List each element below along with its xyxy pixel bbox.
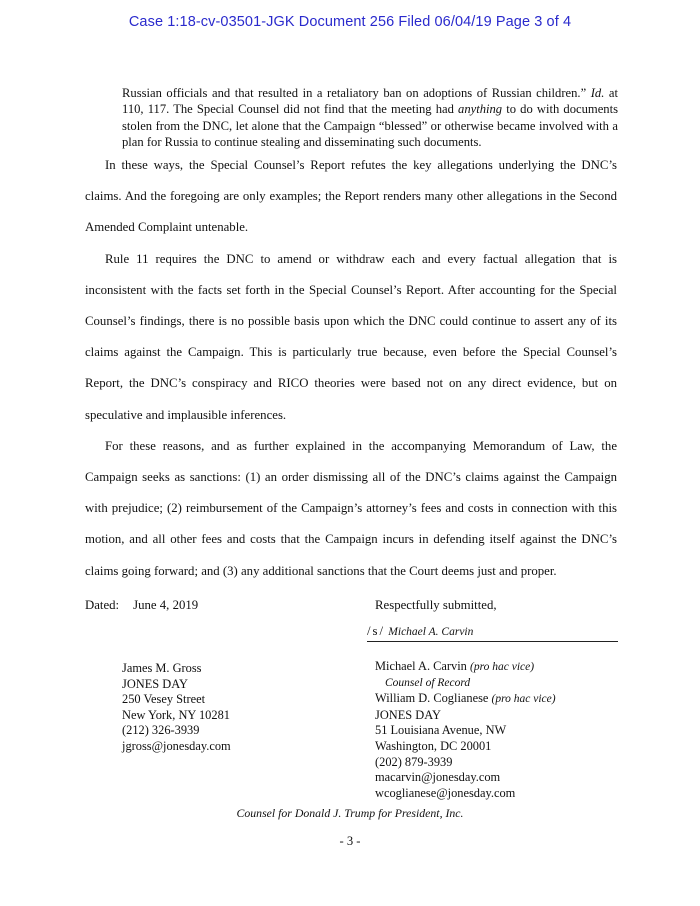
respectfully-submitted: Respectfully submitted, bbox=[375, 598, 497, 612]
contact-name: William D. Coglianese bbox=[375, 691, 489, 706]
left-contact-block bbox=[122, 661, 231, 755]
block-quote-text: Russian officials and that resulted in a retaliatory ban on adoptions of Russian children.” bbox=[122, 86, 591, 100]
block-quote bbox=[122, 85, 618, 151]
contact-city: New York, NY 10281 bbox=[122, 707, 230, 722]
contact-firm: JONES DAY bbox=[375, 707, 441, 722]
contact-email: wcoglianese@jonesday.com bbox=[375, 785, 516, 800]
paragraph: Rule 11 requires the DNC to amend or withdraw each and every factual allegation that is inconsistent with the facts set forth in the Special Counsel’s Report. After accounting for the Special Counsel’s findings, there is no possible basis upon which the DNC could continue to assert any of its claims against the Campaign. This is particularly true because, even before the Special Counsel’s Report, the DNC’s conspiracy and RICO theories were based not on any direct evidence, but on speculative and implausible inferences. bbox=[85, 251, 617, 422]
pro-hac-vice: (pro hac vice) bbox=[491, 693, 556, 706]
contact-phone: (212) 326-3939 bbox=[122, 723, 200, 738]
contact-street: 250 Vesey Street bbox=[122, 692, 206, 707]
paragraph: For these reasons, and as further explained in the accompanying Memorandum of Law, the Campaign seeks as sanctions: (1) an order dismissing all of the DNC’s claims against the Campaign with prejudice; (2) reimbursement of the Campaign’s attorney’s fees and costs in connection with this motion, and all other fees and costs that the Campaign incurs in defending itself against the DNC’s claims going forward; and (3) any additional sanctions that the Court deems just and proper. bbox=[85, 438, 617, 578]
emphasis-text: anything bbox=[458, 102, 503, 117]
paragraph: In these ways, the Special Counsel’s Report refutes the key allegations underlying the DNC’s claims. And the foregoing are only examples; the Report renders many other allegations in the Second Amended Complaint untenable. bbox=[85, 158, 617, 235]
contact-email: macarvin@jonesday.com bbox=[375, 770, 501, 785]
page-number: - 3 - bbox=[339, 834, 361, 848]
counsel-of-record: Counsel of Record bbox=[385, 676, 471, 689]
block-quote-text: to do with documents stolen from the DNC, let alone that the Campaign “blessed” or otherwise became involved with a plan for Russia to continue stealing and disseminating such documents. bbox=[122, 102, 618, 150]
contact-email: jgross@jonesday.com bbox=[122, 738, 231, 753]
right-contact-block bbox=[375, 659, 556, 801]
signature-slash: /s/ bbox=[367, 624, 386, 638]
date-value: June 4, 2019 bbox=[133, 598, 199, 612]
contact-name-line bbox=[375, 691, 556, 708]
block-quote-text: at 110, 117. The Special Counsel did not find that the meeting had bbox=[122, 86, 618, 117]
contact-firm: JONES DAY bbox=[122, 676, 188, 691]
counsel-for-line: Counsel for Donald J. Trump for President, Inc. bbox=[236, 806, 464, 820]
contact-city: Washington, DC 20001 bbox=[375, 738, 492, 753]
contact-name-line bbox=[375, 659, 556, 676]
dated-label: Dated: bbox=[85, 598, 120, 612]
contact-name: Michael A. Carvin bbox=[375, 659, 467, 673]
contact-phone: (202) 879-3939 bbox=[375, 754, 453, 769]
contact-name: James M. Gross bbox=[122, 661, 202, 675]
signature-name: Michael A. Carvin bbox=[388, 626, 474, 638]
signature-line bbox=[367, 624, 618, 642]
body-text bbox=[85, 150, 617, 587]
pro-hac-vice: (pro hac vice) bbox=[470, 661, 535, 673]
id-citation: Id. bbox=[590, 86, 605, 100]
dated-line bbox=[85, 598, 198, 613]
contact-street: 51 Louisiana Avenue, NW bbox=[375, 723, 507, 738]
case-header: Case 1:18-cv-03501-JGK Document 256 Filed 06/04/19 Page 3 of 4 bbox=[128, 14, 572, 30]
